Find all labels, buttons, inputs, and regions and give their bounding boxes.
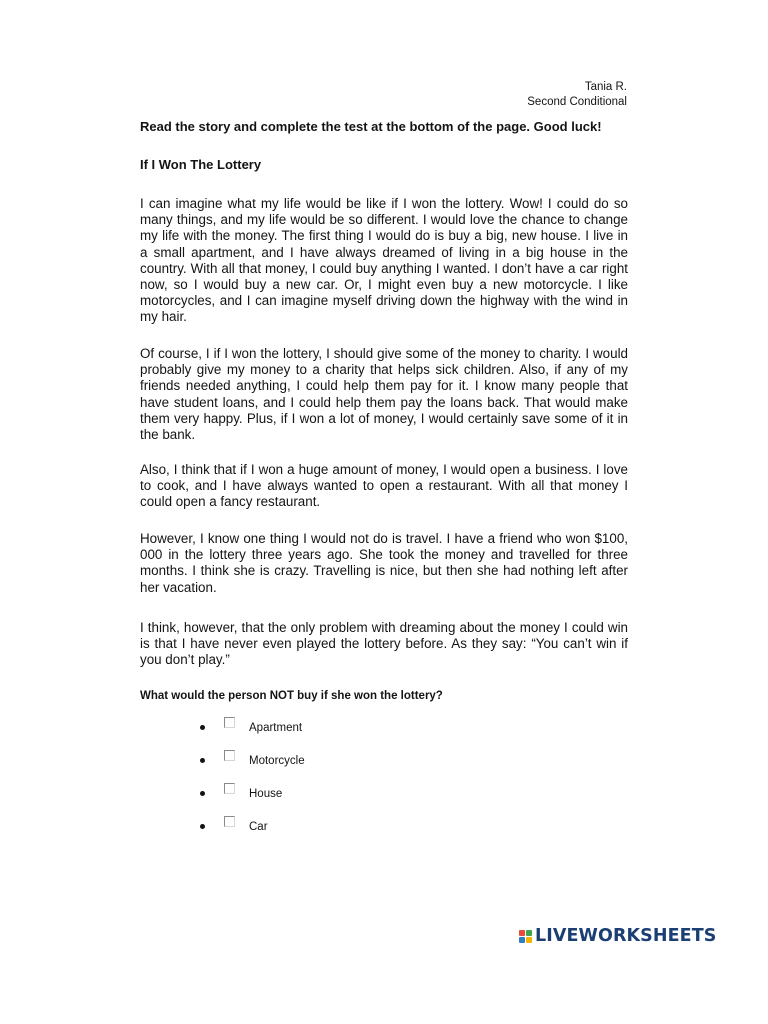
story-paragraph-5: I think, however, that the only problem with dreaming about the money I could win is that I have never even played the lottery before. As they say: “You can’t win if you don’t play.” [140,620,628,668]
author-name: Tania R. [584,81,627,93]
story-paragraph-1: I can imagine what my life would be like if I won the lottery. Wow! I could do so many things, and my life would be so different. I would love the chance to change my life with the money. The first thing I would do is buy a big, new house. I live in a small apartment, and I have always dreamed of living in a big house in the country. With all that money, I could buy anything I wanted. I don’t have a car right now, so I would buy a new car. Or, I might even buy a new motorcycle. I like motorcycles, and I can imagine myself driving down the highway with the wind in my hair. [140,196,628,325]
logo-square-1 [519,930,525,936]
option-checkbox-car[interactable] [224,816,235,827]
story-paragraph-2: Of course, I if I won the lottery, I should give some of the money to charity. I would probably give my money to a charity that helps sick children. Also, if any of my friends needed anything, I could help them pay for it. I know many people that have student loans, and I could help them pay the loans back. That would make them very happy. Plus, if I won a lot of money, I would certainly save some of it in the bank. [140,346,628,443]
bullet-icon [200,791,205,796]
liveworksheets-logo[interactable] [519,926,716,946]
logo-text: LIVEWORKSHEETS [535,926,717,946]
logo-square-4 [526,937,532,943]
bullet-icon [200,758,205,763]
option-label-car: Car [249,821,268,833]
quiz-question: What would the person NOT buy if she won the lottery? [140,690,443,702]
option-checkbox-motorcycle[interactable] [224,750,235,761]
option-checkbox-house[interactable] [224,783,235,794]
option-label-house: House [249,788,283,800]
bullet-icon [200,824,205,829]
logo-mark-icon [519,930,532,943]
instruction-text: Read the story and complete the test at the bottom of the page. Good luck! [140,119,602,134]
story-paragraph-3: Also, I think that if I won a huge amount of money, I would open a business. I love to cook, and I have always wanted to open a restaurant. With all that money I could open a fancy restaurant. [140,462,628,510]
story-title: If I Won The Lottery [140,157,262,172]
logo-square-2 [526,930,532,936]
option-label-motorcycle: Motorcycle [249,755,305,767]
topic-label: Second Conditional [527,96,627,108]
bullet-icon [200,725,205,730]
logo-square-3 [519,937,525,943]
header [527,80,627,110]
option-label-apartment: Apartment [249,722,303,734]
option-checkbox-apartment[interactable] [224,717,235,728]
story-paragraph-4: However, I know one thing I would not do is travel. I have a friend who won $100, 000 in the lottery three years ago. She took the money and travelled for three months. I think she is crazy. Travelling is nice, but then she had nothing left after her vacation. [140,531,628,595]
